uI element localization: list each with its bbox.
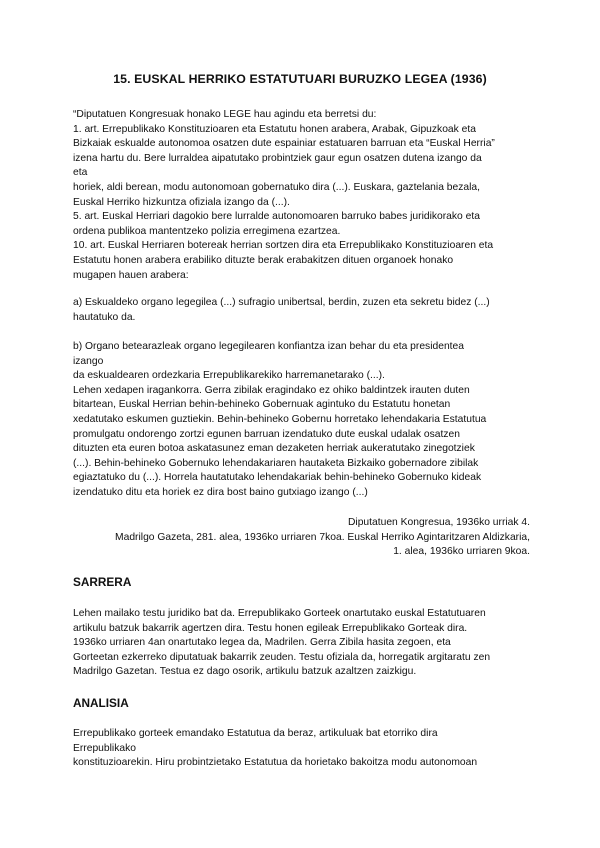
- text-line: konstituzioarekin. Hiru probintzietako Estatutua da horietako bakoitza modu autonomoan: [73, 757, 478, 769]
- text-line: Gorteetan ezkerreko diputatuak bakarrik zeuden. Testu ofiziala da, horregatik argitaratu zen: [73, 651, 491, 663]
- sarrera-paragraph: [73, 607, 533, 680]
- text-line: da eskualdearen ordezkaria Errepublikarekiko harremanetarako (...).: [73, 370, 385, 382]
- text-line: Bizkaiak eskualde autonomoa osatzen dute espainiar estatuaren barruan eta “Euskal Herria”: [73, 138, 495, 150]
- text-line: b) Organo betearazleak organo legegilearen konfiantza izan behar du eta presidentea: [73, 341, 464, 352]
- section-heading-analisia: ANALISIA: [73, 696, 129, 710]
- text-line: Errepublikako gorteek emandako Estatutua da beraz, artikuluak bat etorriko dira: [73, 728, 438, 739]
- item-a-paragraph: [73, 296, 533, 325]
- text-line: hautatuko da.: [73, 311, 136, 323]
- item-b-paragraph: [73, 340, 533, 501]
- text-line: promulgatu ondorengo zortzi egunen barruan izendatuko dute euskal udalak osatzen: [73, 428, 460, 440]
- text-line: dituzten eta euren botoa askatasunez eman dezaketen herriak aukeratutako zinegotziek: [73, 443, 475, 455]
- text-line: “Diputatuen Kongresuak honako LEGE hau agindu eta berretsi du:: [73, 109, 377, 120]
- text-line: egiaztatuko du (...). Horrela hautatutako lehendakariak behin-behineko Gobernuko kideak: [73, 472, 482, 484]
- text-line: Madrilgo Gazetan. Testua ez dago osorik, artikulu batzuk azaltzen zaizkigu.: [73, 666, 417, 678]
- text-line: bitartean, Euskal Herrian behin-behineko Gobernuak agintuko du Estatutu honetan: [73, 399, 451, 411]
- law-intro-paragraph: [73, 108, 533, 283]
- document-title: 15. EUSKAL HERRIKO ESTATUTUARI BURUZKO LEGEA (1936): [113, 72, 487, 86]
- citation-line: 1. alea, 1936ko urriaren 9koa.: [393, 546, 530, 558]
- citation-line: Madrilgo Gazeta, 281. alea, 1936ko urriaren 7koa. Euskal Herriko Agintaritzaren Aldizkaria,: [115, 531, 530, 543]
- text-line: Estatutu honen arabera erabiliko dituzte berak erabakitzen dituen organoek honako: [73, 254, 454, 266]
- analisia-paragraph: [73, 727, 533, 771]
- source-citation: [60, 516, 530, 560]
- text-line: 5. art. Euskal Herriari dagokio bere lurralde autonomoaren barruko babes juridikorako eta: [73, 211, 480, 223]
- text-line: artikulu batzuk bakarrik agertzen dira. Testu honen egileak Errepublikako Gorteak dira.: [73, 622, 468, 634]
- text-line: a) Eskualdeko organo legegilea (...) sufragio unibertsal, berdin, zuzen eta sekretu bidez (...): [73, 297, 490, 308]
- text-line: izango: [73, 355, 104, 367]
- citation-line: Diputatuen Kongresua, 1936ko urriak 4.: [347, 517, 530, 528]
- text-line: 10. art. Euskal Herriaren botereak herrian sortzen dira eta Errepublikako Konstituzioaren eta: [73, 240, 494, 252]
- text-line: Lehen xedapen iragankorra. Gerra zibilak eragindako ez ohiko baldintzek irauten duten: [73, 384, 470, 396]
- text-line: eta: [73, 167, 88, 179]
- section-heading-sarrera: SARRERA: [73, 575, 132, 589]
- text-line: (...). Behin-behineko Gobernuko lehendakariaren hautaketa Bizkaiko gobernadore zibilak: [73, 457, 479, 469]
- text-line: Euskal Herriko hizkuntza ofiziala izango da (...).: [73, 196, 290, 208]
- text-line: Lehen mailako testu juridiko bat da. Errepublikako Gorteek onartutako euskal Estatutuaren: [73, 608, 486, 619]
- text-line: xedatutako eskumen guztiekin. Behin-behineko Gobernu horretako lehendakaria Estatutua: [73, 413, 487, 425]
- text-line: izendatuko ditu eta horiek ez dira bost baino gutxiago izango (...): [73, 486, 368, 498]
- text-line: mugapen hauen arabera:: [73, 269, 189, 281]
- text-line: 1. art. Errepublikako Konstituzioaren eta Estatutu honen arabera, Arabak, Gipuzkoak eta: [73, 123, 476, 135]
- text-line: horiek, aldi berean, modu autonomoan gobernatuko dira (...). Euskara, gaztelania bezala,: [73, 181, 480, 193]
- text-line: Errepublikako: [73, 742, 136, 754]
- text-line: 1936ko urriaren 4an onartutako legea da, Madrilen. Gerra Zibila hasita zegoen, eta: [73, 637, 451, 649]
- text-line: ordena publikoa mantentzeko polizia erregimena ezartzea.: [73, 225, 341, 237]
- text-line: izena hartu du. Bere lurraldea aipatutako probintziek gaur egun osatzen dutena izango da: [73, 152, 482, 164]
